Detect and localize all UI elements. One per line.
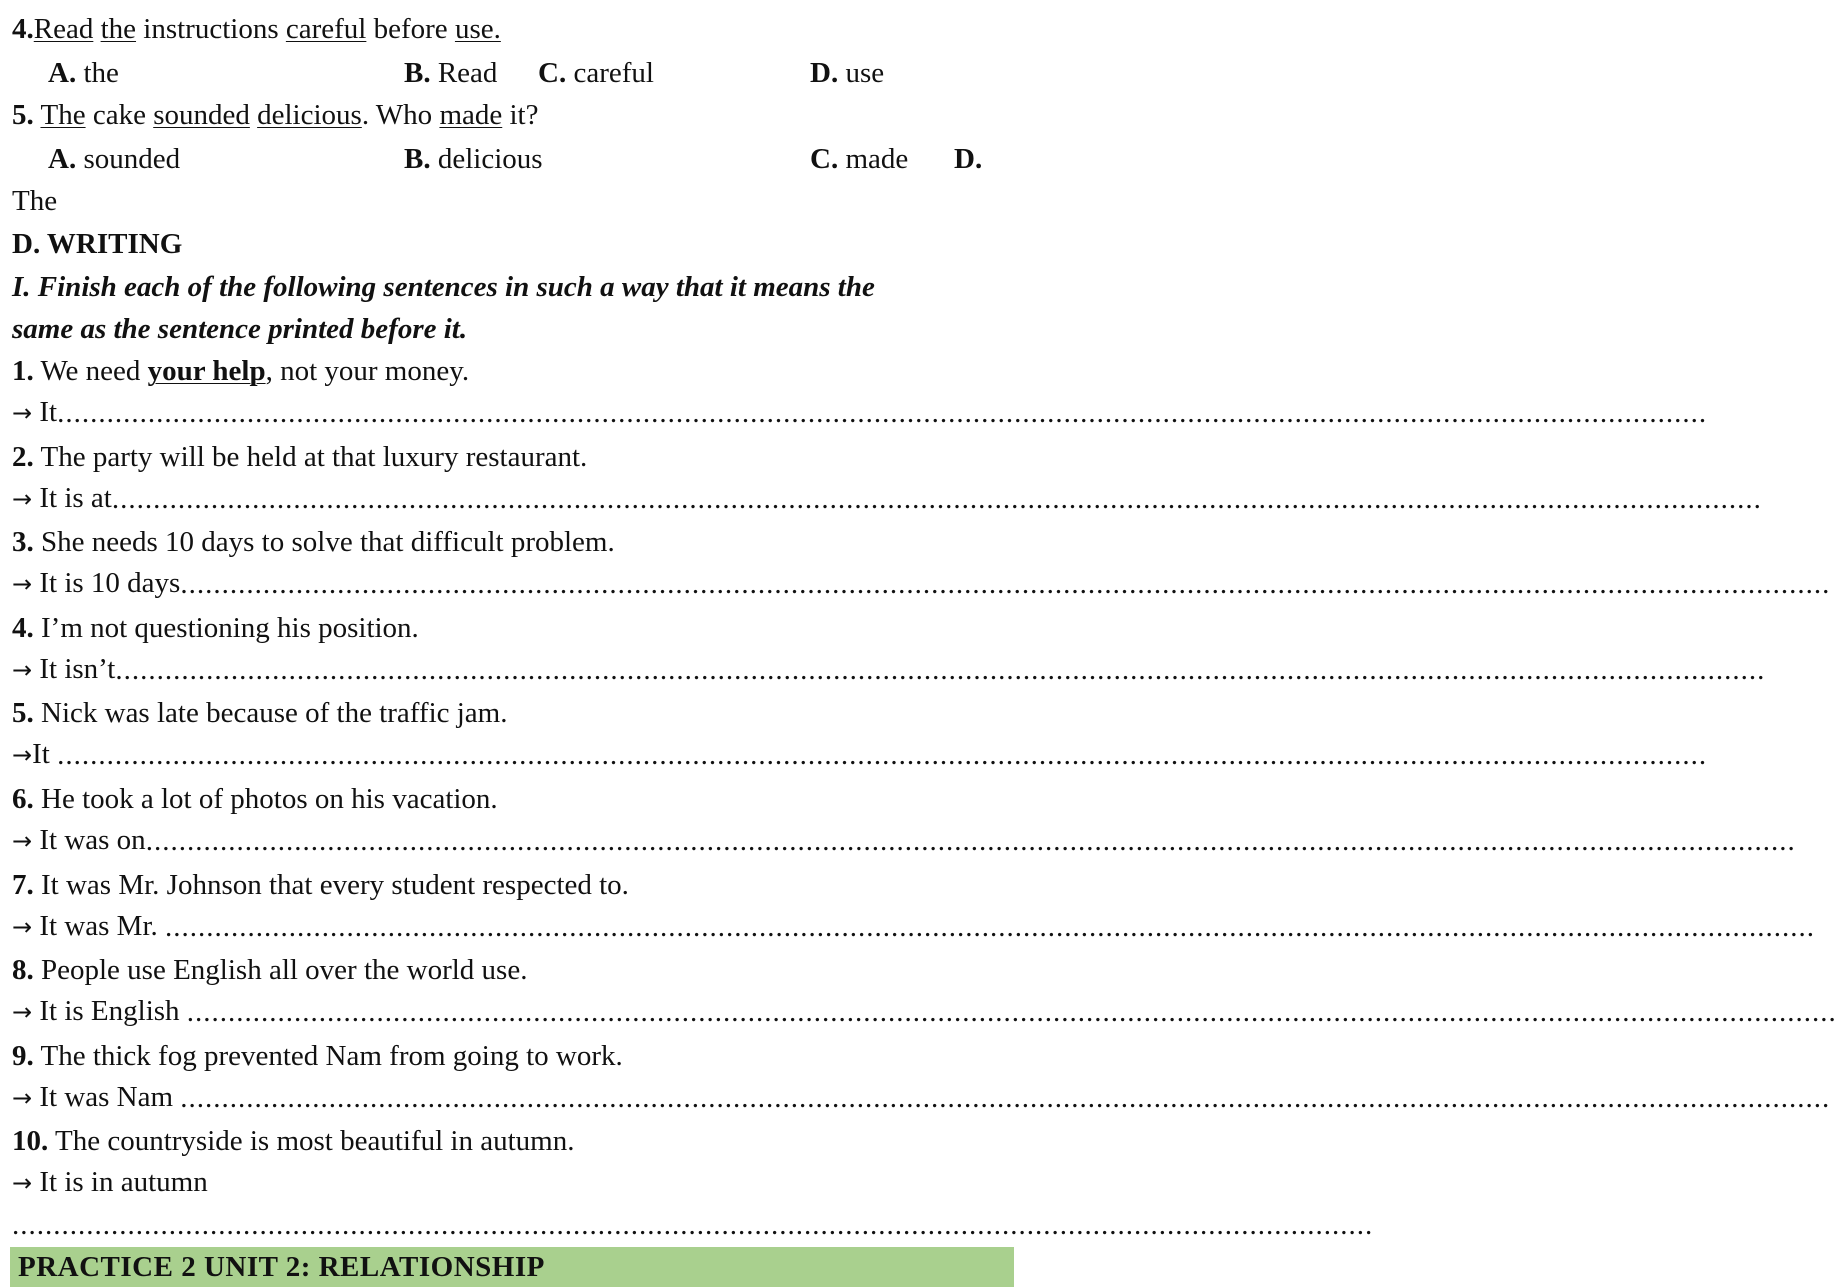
arrow-right-icon: → bbox=[12, 912, 33, 941]
answer-blank[interactable]: ........................................................................................................................................................................................................ bbox=[145, 825, 1796, 857]
item-text-post: , not your money. bbox=[265, 355, 470, 387]
arrow-right-icon: → bbox=[12, 741, 33, 770]
instruction-line-1: I. Finish each of the following sentences in such a way that it means the bbox=[12, 271, 875, 303]
item-text-pre: We need bbox=[40, 355, 148, 387]
q5-option-a: A. sounded bbox=[48, 143, 181, 175]
item-number: 7. bbox=[12, 868, 34, 901]
item-5-prompt bbox=[12, 737, 1708, 772]
q4-option-d: D. use bbox=[810, 57, 885, 89]
arrow-right-icon: → bbox=[12, 399, 33, 427]
prompt-text: It was Mr. bbox=[39, 909, 166, 942]
item-9-prompt bbox=[12, 1080, 1831, 1115]
q4-word-use: use. bbox=[454, 13, 501, 45]
prompt-text: It is at bbox=[39, 481, 112, 514]
answer-blank[interactable]: ........................................................................................................................................................................................................ bbox=[180, 568, 1831, 601]
item-text: It was Mr. Johnson that every student respected to. bbox=[41, 868, 629, 901]
q4-sentence bbox=[12, 12, 501, 46]
item-number: 1. bbox=[12, 355, 34, 387]
arrow-right-icon: → bbox=[12, 998, 33, 1027]
item-5-sentence bbox=[12, 696, 507, 730]
item-text: People use English all over the world use. bbox=[41, 954, 528, 987]
item-number: 8. bbox=[12, 954, 34, 987]
item-4-sentence bbox=[12, 611, 419, 645]
item-6-sentence bbox=[12, 782, 498, 816]
instruction-line-2: same as the sentence printed before it. bbox=[12, 313, 468, 345]
prompt-text: It bbox=[32, 738, 58, 771]
answer-blank[interactable]: ........................................................................................................................................................................................................ bbox=[57, 397, 1708, 429]
prompt-text: It is 10 days bbox=[39, 567, 181, 600]
item-3-sentence bbox=[12, 525, 615, 559]
item-6-prompt bbox=[12, 823, 1796, 858]
q5-word-cake: cake bbox=[92, 99, 146, 131]
item-10-answer-line[interactable]: ..................................................................................................................................................................... bbox=[12, 1209, 1374, 1241]
prompt-text: It is English bbox=[39, 995, 187, 1028]
answer-blank[interactable]: ........................................................................................................................................................................................................ bbox=[186, 996, 1837, 1029]
item-text: I’m not questioning his position. bbox=[41, 611, 419, 644]
item-number: 3. bbox=[12, 526, 34, 559]
item-text: He took a lot of photos on his vacation. bbox=[41, 783, 498, 815]
item-2-prompt bbox=[12, 481, 1762, 516]
prompt-text: It isn’t bbox=[39, 652, 116, 685]
item-1-sentence bbox=[12, 354, 469, 388]
practice-banner bbox=[10, 1247, 1014, 1287]
q5-option-d-letter: D. bbox=[954, 143, 983, 175]
answer-blank[interactable]: ........................................................................................................................................................................................................ bbox=[165, 910, 1816, 943]
item-3-prompt bbox=[12, 566, 1831, 601]
arrow-right-icon: → bbox=[12, 827, 33, 855]
q4-word-before: before bbox=[373, 13, 448, 45]
q4-number: 4. bbox=[12, 13, 34, 45]
item-4-prompt bbox=[12, 652, 1766, 687]
arrow-right-icon: → bbox=[12, 1169, 33, 1198]
item-number: 10. bbox=[12, 1125, 49, 1158]
q5-sentence bbox=[12, 98, 539, 132]
item-2-sentence bbox=[12, 440, 587, 474]
item-number: 9. bbox=[12, 1039, 34, 1072]
arrow-right-icon: → bbox=[12, 570, 33, 599]
answer-blank[interactable]: ........................................................................................................................................................................................................ bbox=[115, 653, 1766, 686]
q4-word-read: Read bbox=[33, 13, 94, 45]
answer-blank[interactable]: ........................................................................................................................................................................................................ bbox=[57, 739, 1708, 772]
item-10-prompt bbox=[12, 1165, 208, 1200]
q5-word-it: it? bbox=[509, 99, 539, 131]
q5-word-who: . Who bbox=[361, 99, 433, 131]
q5-word-sounded: sounded bbox=[153, 99, 250, 131]
q5-option-d-text: The bbox=[12, 185, 58, 217]
q5-option-c: C. made bbox=[810, 143, 909, 175]
item-10-sentence bbox=[12, 1124, 574, 1158]
item-number: 6. bbox=[12, 783, 34, 815]
item-number: 5. bbox=[12, 697, 34, 730]
item-emphasis: your help bbox=[147, 355, 266, 387]
q4-option-a: A. the bbox=[48, 57, 119, 89]
prompt-text: It was on bbox=[39, 824, 146, 856]
q4-word-careful: careful bbox=[285, 13, 367, 45]
item-1-prompt bbox=[12, 395, 1708, 430]
item-number: 2. bbox=[12, 440, 34, 473]
q4-option-c: C. careful bbox=[538, 57, 654, 89]
item-text: Nick was late because of the traffic jam. bbox=[41, 697, 508, 730]
q4-word-the: the bbox=[100, 13, 137, 45]
arrow-right-icon: → bbox=[12, 1083, 33, 1112]
item-text: The party will be held at that luxury restaurant. bbox=[40, 440, 588, 473]
section-title: D. WRITING bbox=[12, 228, 183, 260]
q5-word-the: The bbox=[40, 99, 86, 131]
item-text: The thick fog prevented Nam from going to work. bbox=[40, 1039, 623, 1072]
answer-blank[interactable]: ........................................................................................................................................................................................................ bbox=[180, 1081, 1831, 1114]
item-7-prompt bbox=[12, 909, 1816, 944]
q5-number: 5. bbox=[12, 99, 34, 131]
item-text: She needs 10 days to solve that difficult problem. bbox=[41, 526, 615, 559]
item-9-sentence bbox=[12, 1039, 623, 1073]
q5-word-delicious: delicious bbox=[257, 99, 362, 131]
q5-option-b: B. delicious bbox=[404, 143, 543, 175]
item-number: 4. bbox=[12, 611, 34, 644]
item-8-sentence bbox=[12, 953, 527, 987]
prompt-text: It bbox=[39, 396, 58, 428]
item-7-sentence bbox=[12, 868, 629, 902]
q4-word-instructions: instructions bbox=[143, 13, 279, 45]
banner-title: PRACTICE 2 UNIT 2: RELATIONSHIP bbox=[18, 1251, 545, 1283]
arrow-right-icon: → bbox=[12, 655, 33, 684]
q5-word-made: made bbox=[439, 99, 503, 131]
answer-blank[interactable]: ........................................................................................................................................................................................................ bbox=[111, 482, 1762, 515]
item-8-prompt bbox=[12, 994, 1837, 1029]
arrow-right-icon: → bbox=[12, 484, 33, 513]
prompt-text: It is in autumn bbox=[39, 1166, 208, 1199]
item-text: The countryside is most beautiful in autumn. bbox=[54, 1125, 575, 1158]
q4-option-b: B. Read bbox=[404, 57, 498, 89]
prompt-text: It was Nam bbox=[39, 1080, 181, 1113]
